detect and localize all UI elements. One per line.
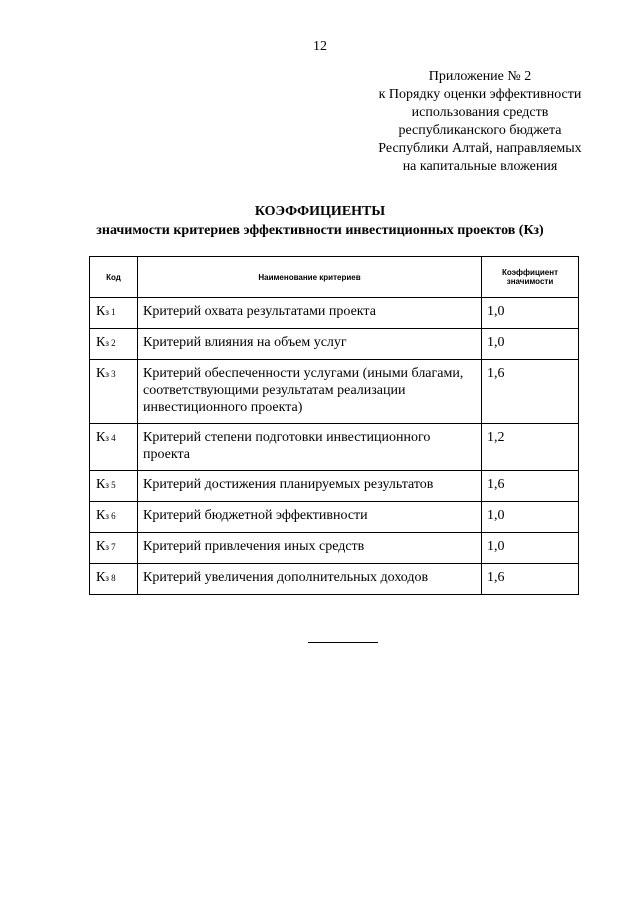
- table-row: [90, 564, 579, 595]
- table-row: [90, 533, 579, 564]
- page-number: 12: [313, 39, 327, 54]
- code-subscript: з 8: [105, 573, 116, 583]
- criterion-name: Критерий привлечения иных средств: [138, 533, 482, 564]
- code-letter: К: [96, 366, 106, 381]
- criterion-name: Критерий бюджетной эффективности: [138, 502, 482, 533]
- appendix-line: республиканского бюджета: [398, 123, 562, 138]
- code-letter: К: [96, 539, 106, 554]
- code-cell: [90, 564, 138, 595]
- code-subscript: з 3: [105, 369, 116, 379]
- coefficient-value: 1,0: [482, 502, 579, 533]
- coefficient-value: 1,6: [482, 564, 579, 595]
- code-letter: К: [96, 304, 106, 319]
- coefficient-value: 1,0: [482, 533, 579, 564]
- header-value: Коэффициент значимости: [482, 257, 579, 298]
- header-name: Наименование критериев: [138, 257, 482, 298]
- criterion-name: Критерий влияния на объем услуг: [138, 329, 482, 360]
- code-letter: К: [96, 570, 106, 585]
- document-title: КОЭФФИЦИЕНТЫ: [254, 204, 386, 219]
- table-row: [90, 424, 579, 471]
- code-letter: К: [96, 477, 106, 492]
- code-letter: К: [96, 335, 106, 350]
- criterion-name: Критерий увеличения дополнительных доходов: [138, 564, 482, 595]
- code-subscript: з 7: [105, 542, 116, 552]
- code-letter: К: [96, 508, 106, 523]
- table-row: [90, 329, 579, 360]
- appendix-line: Приложение № 2: [428, 69, 532, 84]
- coefficient-value: 1,2: [482, 424, 579, 471]
- code-cell: [90, 502, 138, 533]
- coefficient-value: 1,6: [482, 471, 579, 502]
- coefficients-table: [89, 256, 579, 595]
- appendix-line: использования средств: [411, 105, 549, 120]
- criterion-name: Критерий степени подготовки инвестиционного проекта: [138, 424, 482, 471]
- code-subscript: з 6: [105, 511, 116, 521]
- code-cell: [90, 471, 138, 502]
- appendix-line: Республики Алтай, направляемых: [378, 141, 582, 156]
- code-cell: [90, 329, 138, 360]
- code-subscript: з 4: [105, 433, 116, 443]
- end-divider-line: [308, 642, 378, 643]
- coefficient-value: 1,0: [482, 298, 579, 329]
- coefficient-value: 1,6: [482, 360, 579, 424]
- table-row: [90, 360, 579, 424]
- criterion-name: Критерий обеспеченности услугами (иными благами, соответствующими результатам реализации инвестиционного проекта): [138, 360, 482, 424]
- table-row: [90, 471, 579, 502]
- code-subscript: з 5: [105, 480, 116, 490]
- code-cell: [90, 424, 138, 471]
- code-cell: [90, 298, 138, 329]
- appendix-line: на капитальные вложения: [402, 159, 558, 174]
- code-subscript: з 1: [105, 307, 116, 317]
- table-header-row: [90, 257, 579, 298]
- code-subscript: з 2: [105, 338, 116, 348]
- table-row: [90, 502, 579, 533]
- code-cell: [90, 533, 138, 564]
- criterion-name: Критерий охвата результатами проекта: [138, 298, 482, 329]
- coefficient-value: 1,0: [482, 329, 579, 360]
- criterion-name: Критерий достижения планируемых результатов: [138, 471, 482, 502]
- table-row: [90, 298, 579, 329]
- header-code: Код: [90, 257, 138, 298]
- document-subtitle: значимости критериев эффективности инвестиционных проектов (Кз): [96, 223, 544, 238]
- appendix-line: к Порядку оценки эффективности: [378, 87, 582, 102]
- code-cell: [90, 360, 138, 424]
- appendix-note: [360, 68, 600, 176]
- code-letter: К: [96, 430, 106, 445]
